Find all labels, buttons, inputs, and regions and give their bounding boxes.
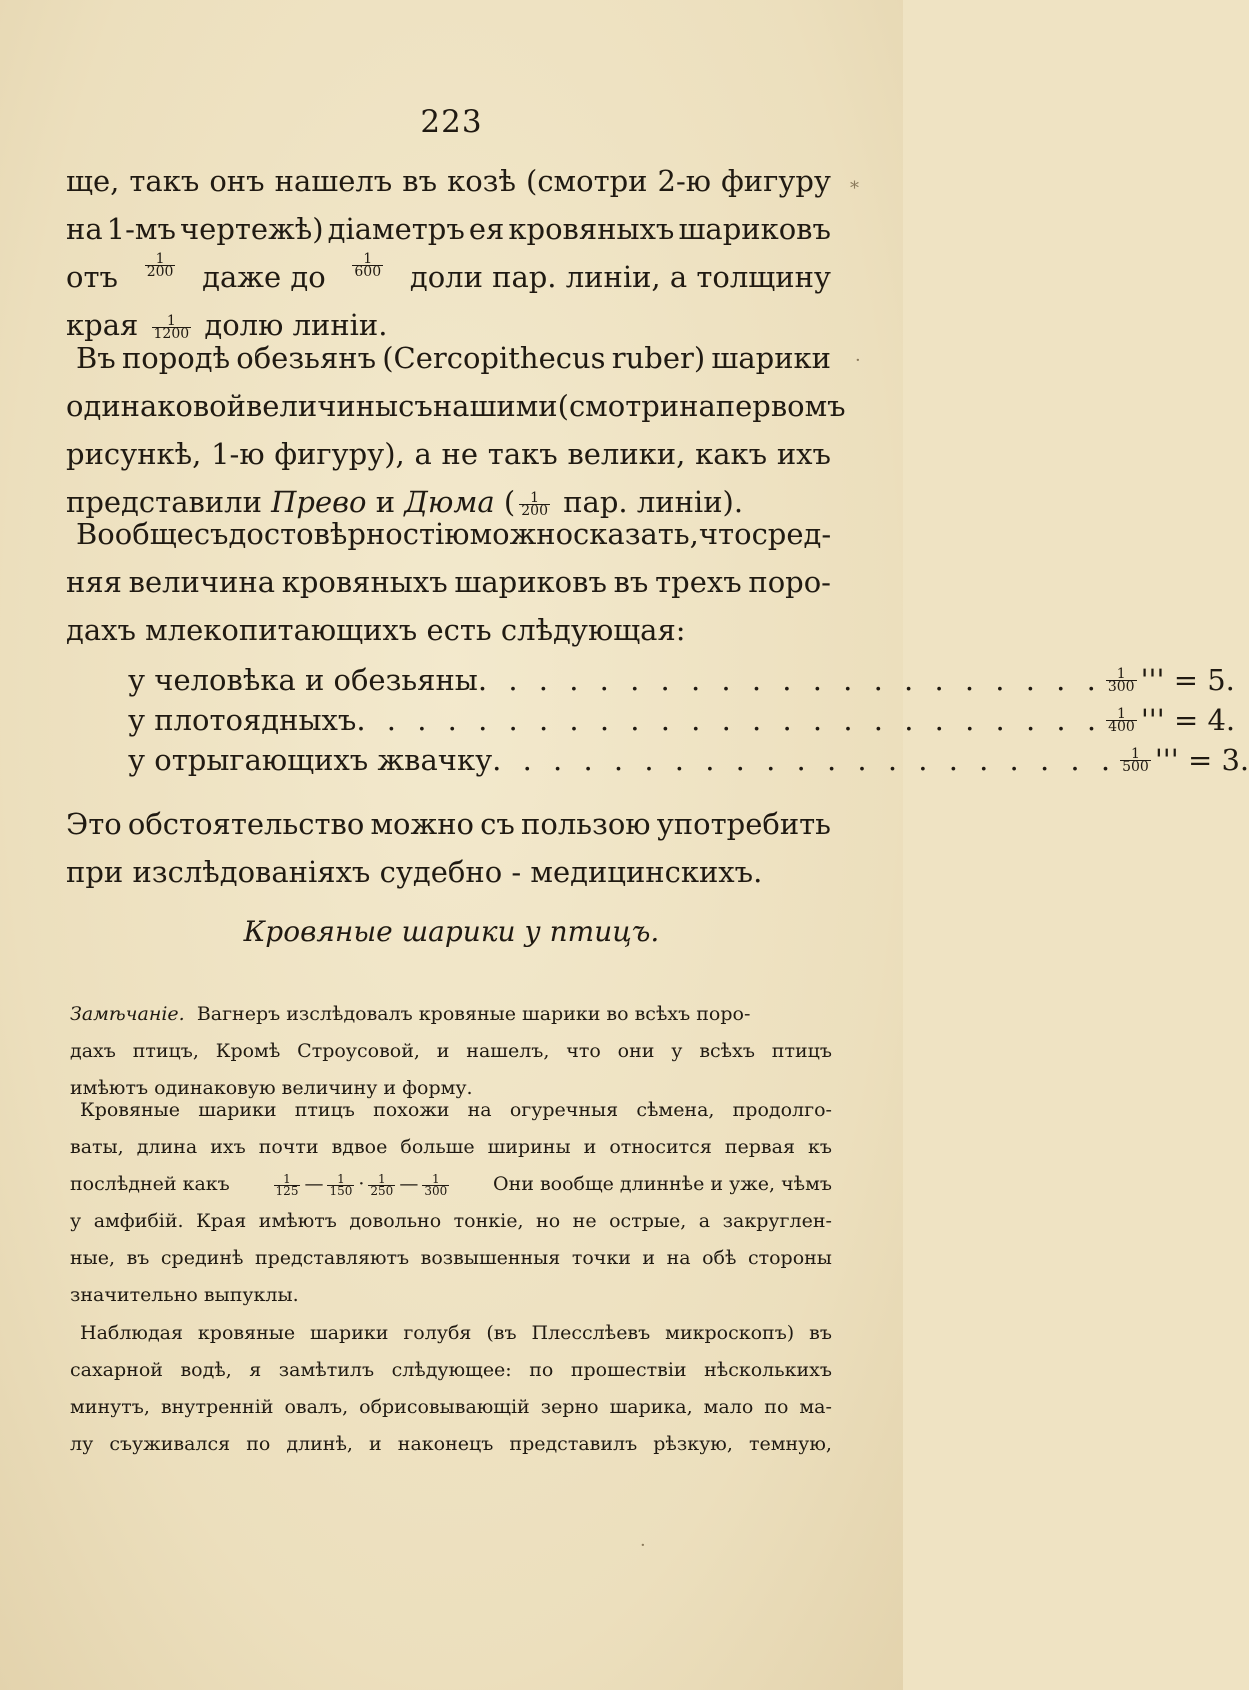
word: и [436, 1040, 450, 1062]
word: замѣтилъ [278, 1359, 375, 1381]
paragraph-5 [70, 1092, 832, 1314]
text-fragment: даже до [202, 260, 326, 294]
word: что [566, 1040, 601, 1062]
text-line: дахъ млекопитающихъ есть слѣдующая: [66, 613, 686, 647]
text-line [66, 334, 831, 382]
fraction [1106, 665, 1137, 695]
word: голубя [403, 1322, 472, 1344]
word: такъ [487, 437, 558, 471]
word: ные, [70, 1247, 116, 1269]
word: и [583, 1136, 597, 1158]
word: ихъ [210, 1136, 246, 1158]
table-row [128, 660, 1235, 700]
word: вдвое [331, 1136, 388, 1158]
text-fragment: отъ [66, 260, 118, 294]
word: овалъ, [284, 1396, 349, 1418]
text-fragment: пар. линіи). [563, 485, 744, 519]
separator: — [399, 1173, 419, 1195]
text-line [66, 253, 831, 301]
fraction [1106, 705, 1137, 735]
word: (Cercopithecus [382, 341, 606, 375]
word: ихъ [776, 437, 831, 471]
fraction-numerator: 1 [352, 253, 383, 266]
section-title: Кровяные шарики у птицъ. [243, 915, 660, 948]
fraction-denominator: 200 [521, 502, 548, 519]
leader-dots: . . . . . . . . . . . . . . . . . . . . . [477, 663, 1102, 697]
word: 2-ю [657, 164, 712, 198]
fraction-denominator: 300 [1107, 678, 1135, 695]
word: какъ [695, 437, 768, 471]
fraction-denominator: 300 [424, 1183, 448, 1198]
text-line [66, 157, 831, 205]
paper-speck: · [855, 350, 861, 371]
word: возвышенныя [420, 1247, 561, 1269]
word: довольно [349, 1210, 442, 1232]
paper-speck: * [850, 178, 859, 199]
text-line [70, 1033, 832, 1070]
word: чертежѣ) [179, 212, 324, 246]
word: нашими [432, 389, 558, 423]
text-line [66, 510, 831, 558]
word: величины [245, 389, 399, 423]
word: рѣзкую, [653, 1433, 733, 1455]
word: 1-ю [211, 437, 265, 471]
text-line [70, 996, 832, 1033]
word: амфибій. [93, 1210, 184, 1232]
word: Въ [76, 341, 116, 375]
word: темную, [748, 1433, 832, 1455]
row-label: у отрыгающихъ жвачку [128, 743, 493, 777]
word: можно [370, 807, 474, 841]
word: фигуру [721, 164, 831, 198]
word: а [414, 437, 432, 471]
word: няя [66, 565, 122, 599]
fraction [145, 253, 176, 301]
word: породѣ [121, 341, 231, 375]
word: Края [196, 1210, 247, 1232]
word: они [617, 1040, 655, 1062]
text-fragment: Вагнеръ изслѣдовалъ кровяные шарики во всѣхъ поро- [196, 1003, 751, 1025]
word: на [66, 212, 103, 246]
text-line [70, 1426, 832, 1463]
word: представляютъ [254, 1247, 410, 1269]
word: всѣхъ [699, 1040, 755, 1062]
word: велики, [567, 437, 686, 471]
word: шариковъ [454, 565, 607, 599]
word: Кровяные [80, 1099, 181, 1121]
note-paragraph [70, 996, 832, 1107]
fraction-numerator: 1 [519, 492, 550, 505]
text-line: при изслѣдованіяхъ судебно - медицинскихъ. [66, 855, 763, 889]
row-value: ''' = 4. [1140, 703, 1236, 737]
text-line [66, 382, 846, 430]
text-fragment: и [375, 485, 396, 519]
word: первая [724, 1136, 795, 1158]
word: продолго- [732, 1099, 832, 1121]
text-line [66, 800, 831, 848]
word: минутъ, [70, 1396, 150, 1418]
text-line [66, 558, 831, 606]
word: внутренній [160, 1396, 274, 1418]
fraction-denominator: 400 [1108, 718, 1135, 735]
word: стороны [747, 1247, 832, 1269]
fraction-denominator: 125 [275, 1183, 299, 1198]
word: острые, [609, 1210, 687, 1232]
word: точки [571, 1247, 631, 1269]
size-table [128, 660, 1249, 780]
word: относится [609, 1136, 712, 1158]
word: употребить [656, 807, 831, 841]
word: (смотри [557, 389, 680, 423]
word: водѣ, [180, 1359, 232, 1381]
word: величина [128, 565, 275, 599]
word: огуречныя [509, 1099, 619, 1121]
word: зерно [540, 1396, 599, 1418]
paragraph-4 [66, 800, 831, 896]
text-line: представили Прево и Дюма ( $\frac{1}{200}$ пар. линіи). [66, 485, 744, 519]
word: ея [468, 212, 505, 246]
text-line [70, 1203, 832, 1240]
row-value: ''' = 5. [1140, 663, 1235, 697]
text-line [70, 1315, 832, 1352]
word: прошествіи [570, 1359, 687, 1381]
fraction [368, 1171, 395, 1198]
word: микроскопъ) [665, 1322, 795, 1344]
word: онъ [209, 164, 265, 198]
table-row [128, 740, 1249, 780]
text-fragment: долю линіи. [204, 308, 388, 342]
word: одинаковой [66, 389, 246, 423]
fraction [352, 253, 383, 301]
separator: · [358, 1173, 365, 1195]
word: сред- [751, 517, 832, 551]
word: длина [136, 1136, 198, 1158]
word: поро- [748, 565, 831, 599]
leader-dots: . . . . . . . . . . . . . . . . . . . . . [492, 743, 1117, 777]
word: птицъ, [132, 1040, 199, 1062]
word: козѣ [447, 164, 516, 198]
paragraph-3 [66, 510, 831, 654]
fraction-numerator: 1 [152, 315, 192, 328]
word: на [467, 1099, 492, 1121]
text-line [70, 1240, 832, 1277]
row-label: у плотоядныхъ [128, 703, 357, 737]
word: на [679, 389, 716, 423]
word: въ [126, 1247, 150, 1269]
word: на [666, 1247, 691, 1269]
word: срединѣ [160, 1247, 244, 1269]
word: достовѣрностію [228, 517, 470, 551]
paper-speck: · [640, 1535, 646, 1556]
word: Наблюдая [80, 1322, 183, 1344]
word: похожи [373, 1099, 450, 1121]
word: фигуру), [274, 437, 405, 471]
word: сѣмена, [636, 1099, 715, 1121]
word: первомъ [715, 389, 846, 423]
note-heading: Замѣчаніе. [70, 1003, 185, 1025]
word: съ [480, 807, 515, 841]
fraction [1120, 745, 1151, 775]
fraction-numerator: 1 [1106, 708, 1137, 721]
fraction-numerator: 1 [422, 1174, 449, 1186]
text-fragment: края [66, 308, 139, 342]
word: нашелъ, [466, 1040, 550, 1062]
word: съ [193, 517, 229, 551]
text-fragment: послѣдней какъ [70, 1173, 230, 1195]
word: по [246, 1433, 271, 1455]
word: лу [70, 1433, 94, 1455]
word: обезьянъ [236, 341, 377, 375]
separator: — [304, 1173, 324, 1195]
word: и [642, 1247, 656, 1269]
word: ма- [799, 1396, 832, 1418]
word: слѣдующее: [391, 1359, 512, 1381]
word: а [698, 1210, 711, 1232]
word: кровяныхъ [508, 212, 675, 246]
word: по [529, 1359, 554, 1381]
row-label: у человѣка и обезьяны [128, 663, 478, 697]
word: имѣютъ [258, 1210, 337, 1232]
text-line: имѣютъ одинаковую величину и форму. [70, 1077, 473, 1099]
text-fragment: представили [66, 485, 262, 519]
fraction [422, 1171, 449, 1198]
word: шарики [711, 341, 831, 375]
word: сахарной [70, 1359, 163, 1381]
word: Это [66, 807, 122, 841]
word: ширины [487, 1136, 571, 1158]
word: въ [402, 164, 438, 198]
word: такъ [129, 164, 200, 198]
word: что [698, 517, 752, 551]
paragraph-2 [66, 334, 846, 526]
text-fragment: доли пар. линіи, а толщину [409, 260, 831, 294]
page-number: 223 [420, 104, 483, 140]
text-line [70, 1166, 832, 1203]
leader-dots: . . . . . . . . . . . . . . . . . . . . . . . . . [356, 703, 1103, 737]
text-line [66, 430, 831, 478]
fraction-denominator: 500 [1122, 758, 1149, 775]
word: обрисовывающій [359, 1396, 530, 1418]
word: не [572, 1210, 597, 1232]
word: (смотри [526, 164, 648, 198]
word: по [764, 1396, 789, 1418]
word: закруглен- [722, 1210, 832, 1232]
fraction-numerator: 1 [327, 1174, 354, 1186]
word: представилъ [509, 1433, 638, 1455]
fraction-numerator: 1 [1106, 668, 1137, 681]
text-line: значительно выпуклы. [70, 1284, 299, 1306]
word: тонкіе, [453, 1210, 524, 1232]
word: мало [703, 1396, 754, 1418]
word: 1-мъ [106, 212, 176, 246]
word: почти [258, 1136, 319, 1158]
word: въ [613, 565, 649, 599]
word: Вообще [76, 517, 194, 551]
fraction-denominator: 200 [146, 264, 174, 280]
word: шарики [198, 1099, 277, 1121]
text-line [70, 1352, 832, 1389]
word: у [70, 1210, 82, 1232]
word: кровяныхъ [281, 565, 448, 599]
fraction-denominator: 250 [370, 1183, 394, 1198]
text-line [70, 1389, 832, 1426]
word: къ [807, 1136, 832, 1158]
word: ваты, [70, 1136, 124, 1158]
word: въ [809, 1322, 832, 1344]
word: рисункѣ, [66, 437, 202, 471]
word: у [671, 1040, 683, 1062]
word: нѣсколькихъ [704, 1359, 832, 1381]
word: діаметръ [327, 212, 465, 246]
fraction-denominator: 150 [329, 1183, 353, 1198]
word: и [369, 1433, 382, 1455]
fraction [327, 1171, 354, 1198]
text-line [70, 1092, 832, 1129]
word: ще, [66, 164, 120, 198]
word: нашелъ [274, 164, 393, 198]
word: шарики [310, 1322, 389, 1344]
word: кровяные [197, 1322, 296, 1344]
word: пользою [521, 807, 651, 841]
word: Строусовой, [297, 1040, 420, 1062]
word: длинѣ, [286, 1433, 353, 1455]
paragraph-1 [66, 157, 831, 349]
word: птицъ [294, 1099, 355, 1121]
fraction-denominator: 600 [354, 264, 382, 280]
table-row [128, 700, 1236, 740]
word: Кромѣ [215, 1040, 281, 1062]
word: ruber) [611, 341, 706, 375]
word: птицъ [771, 1040, 832, 1062]
fraction-numerator: 1 [1120, 748, 1151, 761]
text-line [66, 205, 831, 253]
word: не [441, 437, 479, 471]
word: дахъ [70, 1040, 116, 1062]
fraction [274, 1171, 301, 1198]
word: съ [398, 389, 433, 423]
word: но [536, 1210, 561, 1232]
row-value: ''' = 3. [1154, 743, 1249, 777]
word: можно [469, 517, 574, 551]
fraction-denominator: 1200 [153, 325, 190, 342]
author-name: Прево [271, 485, 367, 519]
word: Плесслѣевъ [531, 1322, 651, 1344]
word: съуживался [109, 1433, 231, 1455]
word: обѣ [702, 1247, 737, 1269]
paragraph-6 [70, 1315, 832, 1463]
word: наконецъ [397, 1433, 494, 1455]
word: я [249, 1359, 262, 1381]
author-name: Дюма [404, 485, 495, 519]
word: обстоятельство [127, 807, 365, 841]
word: сказать, [573, 517, 699, 551]
text-line [70, 1129, 832, 1166]
fraction-numerator: 1 [368, 1174, 395, 1186]
fraction-numerator: 1 [145, 253, 176, 266]
word: (въ [486, 1322, 517, 1344]
word: шариковъ [678, 212, 831, 246]
fraction-numerator: 1 [274, 1174, 301, 1186]
word: трехъ [655, 565, 742, 599]
word: больше [400, 1136, 475, 1158]
text-fragment: Они вообще длиннѣе и уже, чѣмъ [493, 1173, 832, 1195]
word: шарика, [609, 1396, 693, 1418]
